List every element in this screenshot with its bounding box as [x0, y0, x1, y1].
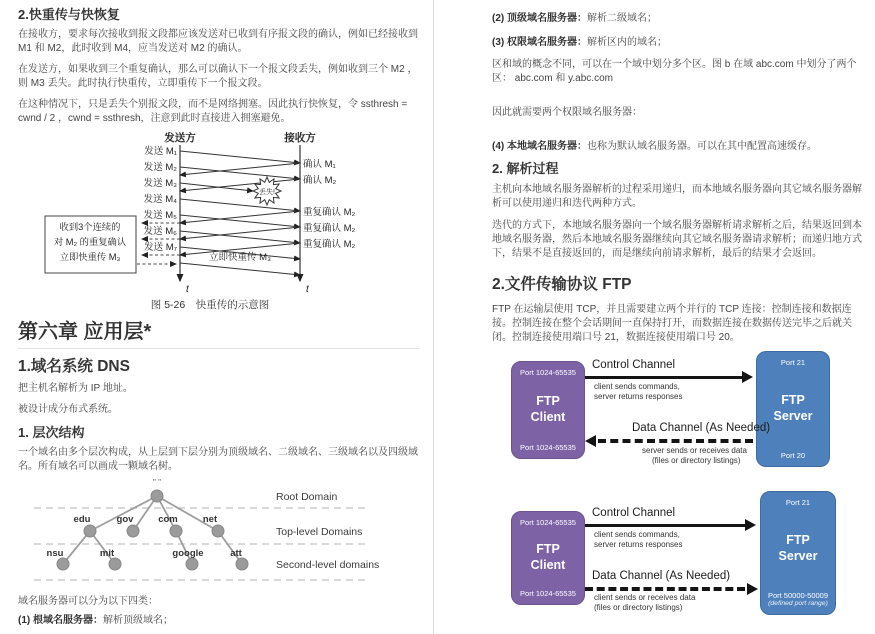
tld-node [212, 525, 224, 537]
send-label: 发送 M₆ [143, 226, 177, 237]
hierarchy-heading: 1. 层次结构 [18, 425, 85, 440]
node-label: edu [73, 514, 91, 525]
level-label: Second-level domains [276, 559, 380, 571]
time-label: t [186, 284, 189, 295]
note-box-line: 对 M₂ 的重复确认 [53, 237, 127, 247]
control-channel-sub: server returns responses [594, 392, 683, 401]
ack-label: 确认 M₂ [303, 175, 337, 186]
right-column [492, 0, 864, 633]
resolve-heading: 2. 解析过程 [492, 161, 559, 176]
ack-label: 重复确认 M₂ [303, 207, 356, 218]
send-label: 发送 M₁ [144, 146, 177, 157]
server-name: FTP Server [773, 393, 813, 423]
paragraph: 因此就需要两个权限域名服务器： [492, 107, 642, 118]
term-authoritative-dns-server: (3) 权限域名服务器： [492, 37, 587, 48]
paragraph [492, 36, 864, 50]
ftp-diagram-passive-mode [492, 483, 864, 633]
sld-labels [47, 548, 243, 559]
node-label: nsu [46, 548, 64, 559]
chapter-heading: 第六章 应用层* [18, 322, 420, 349]
left-column [18, 0, 420, 628]
ftp-diagram-active-mode [492, 351, 864, 471]
ftp-heading: 2.文件传输协议 FTP [492, 276, 632, 293]
root-node [151, 490, 163, 502]
sld-node [109, 558, 121, 570]
fast-retransmit-label: 立即快重传 M₃ [209, 252, 271, 263]
ftp-server-box [756, 351, 830, 467]
paragraph: FTP 在运输层使用 TCP，并且需要建立两个并行的 TCP 连接：控制连接和数据连接。控制连接在整个会话期间一直保持打开，而数据连接在数据传送完毕之后就关闭。控制连接使用端口号 21，数据连接使用端口号 20。 [492, 304, 852, 343]
data-arrowhead-icon [747, 583, 758, 595]
paragraph [18, 614, 420, 628]
sld-node [236, 558, 248, 570]
server-port-top: Port 21 [780, 358, 806, 367]
data-channel-arrow [585, 587, 745, 591]
send-labels [144, 145, 178, 253]
data-channel-sub: (files or directory listings) [652, 456, 741, 465]
root-node-label: " " [153, 478, 161, 487]
paragraph [492, 12, 864, 26]
note-box-line: 立即快重传 M₃ [59, 252, 121, 262]
paragraph: 域名服务器可以分为以下四类： [18, 596, 158, 607]
node-label: gov [116, 514, 134, 525]
term-local-dns-server: (4) 本地域名服务器： [492, 141, 587, 152]
data-channel-sub: client sends or receives data [594, 593, 696, 602]
level-label: Root Domain [276, 491, 338, 503]
paragraph: 区和域的概念不同，可以在一个域中划分多个区。图 b 在域 abc.com 中划分了两个区： abc.com 和 y.abc.com [492, 59, 857, 84]
ftp-client-box [511, 361, 585, 459]
ftp-client-box [511, 511, 585, 605]
node-label: mit [99, 548, 115, 559]
dns-tree-diagram [18, 476, 418, 588]
paragraph: 迭代的方式下，本地域名服务器向一个域名服务器解析请求解析之后，结果返回到本地域名服务器，然后本地域名服务器继续向其它域名服务器请求解析；而递归地方式下，结果不是直接返回的，而是继续向前请求解析，最后的结果才会返回。 [492, 220, 862, 259]
control-channel-arrow [585, 524, 745, 527]
time-label: t [306, 284, 309, 295]
node-label: google [172, 548, 204, 559]
send-label: 发送 M₄ [143, 194, 177, 205]
data-channel-arrow [598, 439, 753, 443]
sld-node [57, 558, 69, 570]
term-tld-dns-server: (2) 顶级域名服务器： [492, 13, 587, 24]
send-label: 发送 M₂ [143, 162, 177, 173]
lost-label: 丢失! [259, 189, 275, 196]
server-port-bottom: Port 50000-50009 [767, 591, 829, 600]
control-channel-sub: client sends commands, [594, 382, 680, 391]
send-m4-arrow [180, 199, 300, 211]
data-channel-label: Data Channel (As Needed) [592, 570, 731, 582]
term-definition: 解析顶级域名； [103, 615, 173, 626]
control-channel-label: Control Channel [592, 507, 676, 519]
control-channel-label: Control Channel [592, 359, 676, 371]
paragraph: 在接收方，要求每次接收到报文段都应该发送对已收到有序报文段的确认，例如已经接收到 M1 和 M2，此时收到 M4，应当发送对 M2 的确认。 [18, 29, 418, 54]
level-labels [276, 491, 379, 571]
send-label: 发送 M₇ [144, 242, 177, 253]
retransmit-m3-arrow [180, 263, 300, 275]
note-box-line: 收到3个连续的 [59, 222, 121, 232]
column-divider [433, 0, 434, 634]
send-m1-arrow [180, 151, 300, 163]
tld-node [84, 525, 96, 537]
send-label: 发送 M₃ [143, 178, 177, 189]
node-label: com [158, 514, 178, 525]
fast-retransmit-diagram [40, 131, 380, 297]
server-name: FTP Server [778, 533, 818, 563]
paragraph: 把主机名解析为 IP 地址。 [18, 383, 133, 394]
tld-node [170, 525, 182, 537]
server-port-top: Port 21 [785, 498, 811, 507]
figure-caption: 图 5-26 快重传的示意图 [150, 299, 270, 311]
server-port-note: (defined port range) [768, 600, 828, 607]
ftp-server-box [760, 491, 836, 615]
paragraph: 一个域名由多个层次构成，从上层到下层分别为顶级域名、二级域名、三级域名以及四级域名。所有域名可以画成一颗域名树。 [18, 447, 418, 472]
receiver-label: 接收方 [284, 132, 316, 144]
fast-retransmit-heading: 2.快重传与快恢复 [18, 7, 120, 22]
data-channel-sub: (files or directory listings) [594, 603, 683, 612]
data-arrowhead-icon [585, 435, 596, 447]
node-label: att [230, 548, 242, 559]
tld-node [127, 525, 139, 537]
term-root-dns-server: (1) 根域名服务器： [18, 615, 103, 626]
client-port-bottom: Port 1024-65535 [520, 443, 576, 452]
term-definition: 也称为默认域名服务器。可以在其中配置高速缓存。 [587, 141, 817, 152]
term-definition: 解析二级域名； [587, 13, 657, 24]
client-port-top: Port 1024-65535 [520, 518, 576, 527]
dup-ack-note-box [45, 216, 136, 273]
control-channel-sub: client sends commands, [594, 530, 680, 539]
sld-node [186, 558, 198, 570]
paragraph: 在这种情况下，只是丢失个别报文段，而不是网络拥塞。因此执行快恢复，令 ssthresh = cwnd / 2 ，cwnd = ssthresh，注意到此时直接进入拥塞避免。 [18, 99, 408, 124]
ack-label: 重复确认 M₂ [303, 239, 356, 250]
send-label: 发送 M₅ [143, 210, 177, 221]
sender-label: 发送方 [164, 132, 196, 144]
term-definition: 解析区内的域名； [587, 37, 667, 48]
client-name: FTP Client [530, 394, 566, 424]
ack-labels [303, 158, 356, 250]
client-port-top: Port 1024-65535 [520, 368, 576, 377]
data-channel-sub: server sends or receives data [642, 446, 747, 455]
control-arrowhead-icon [742, 371, 753, 383]
client-port-bottom: Port 1024-65535 [520, 589, 576, 598]
control-arrowhead-icon [745, 519, 756, 531]
ack-label: 确认 M₁ [303, 159, 336, 170]
paragraph: 主机向本地域名服务器解析的过程采用递归，而本地域名服务器向其它域名服务器解析可以使用递归和迭代两种方式。 [492, 184, 862, 209]
paragraph [492, 140, 864, 154]
control-channel-sub: server returns responses [594, 540, 683, 549]
paragraph: 在发送方，如果收到三个重复确认，那么可以确认下一个报文段丢失，例如收到三个 M2 ，则 M3 丢失。此时执行快重传，立即重传下一个报文段。 [18, 64, 418, 89]
node-label: net [202, 514, 218, 525]
dns-heading: 1.域名系统 DNS [18, 358, 130, 375]
control-channel-arrow [585, 376, 743, 379]
paragraph: 被设计成分布式系统。 [18, 404, 118, 415]
server-port-bottom: Port 20 [780, 451, 806, 460]
level-label: Top-level Domains [276, 526, 363, 538]
data-channel-label: Data Channel (As Needed) [632, 422, 771, 434]
server-port-block [768, 591, 828, 608]
ack-label: 重复确认 M₂ [303, 223, 356, 234]
client-name: FTP Client [530, 542, 566, 572]
